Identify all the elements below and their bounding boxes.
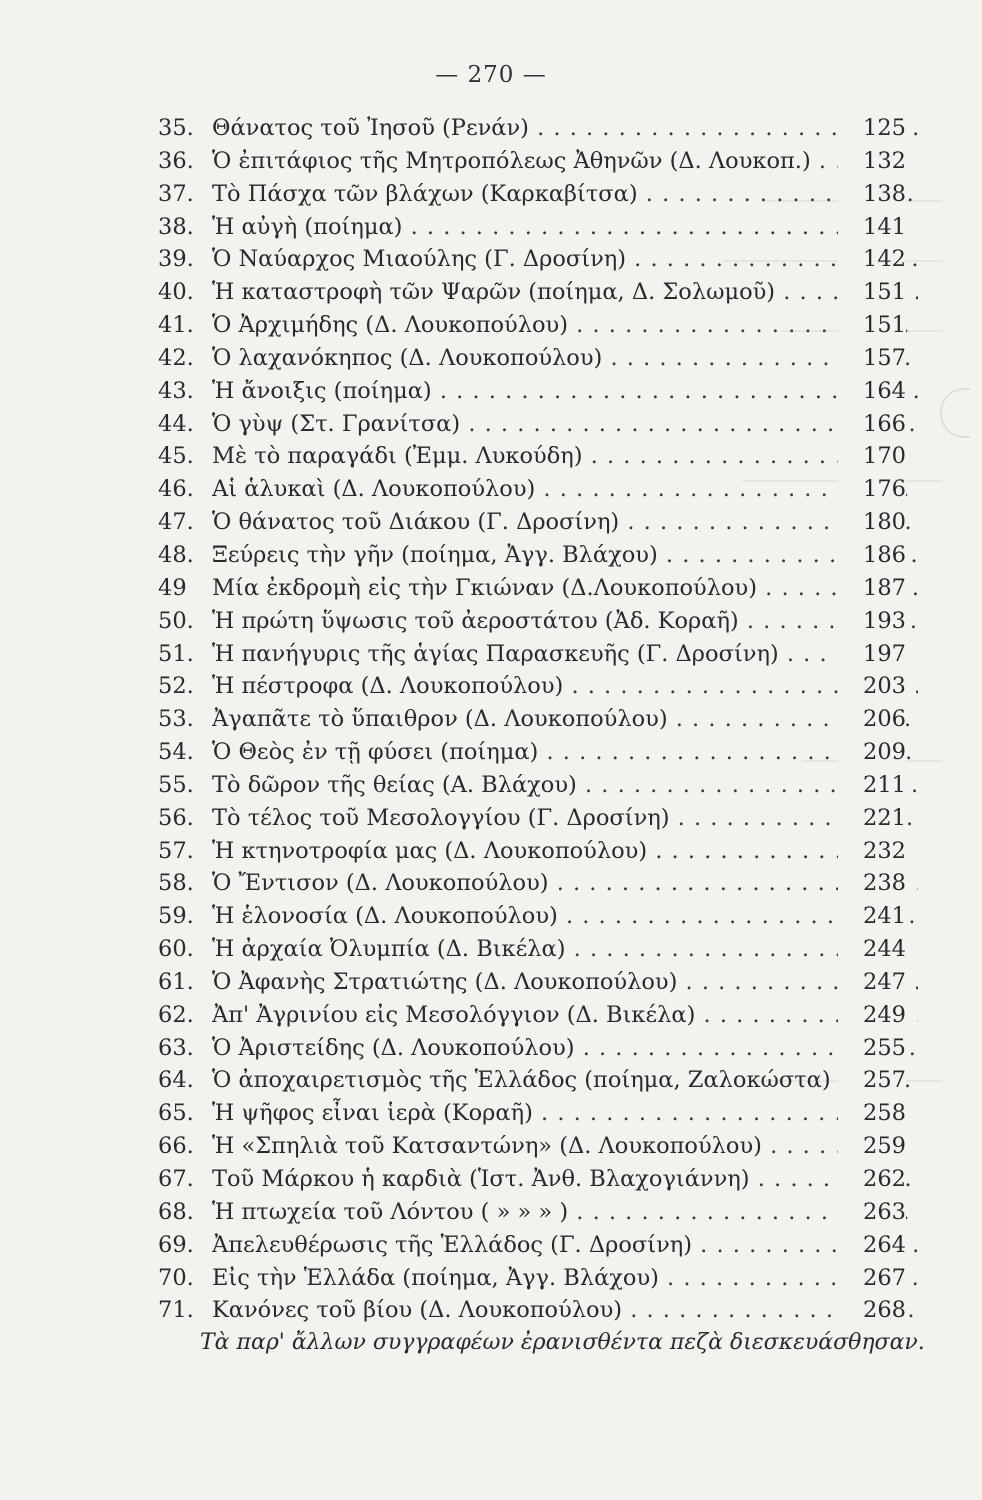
toc-entry-number: 51.	[158, 640, 194, 667]
toc-entry-title: Ὁ λαχανόκηπος (Δ. Λουκοπούλου) . . .	[212, 342, 918, 375]
toc-entry-page: 263	[838, 1196, 906, 1229]
toc-entry-number: 56.	[158, 804, 194, 831]
toc-entry	[158, 440, 918, 473]
toc-entry-number: 62.	[158, 1001, 194, 1028]
toc-entry-page: 268	[838, 1294, 906, 1327]
toc-entry-page: 142	[838, 243, 906, 276]
toc-entry-number: 39.	[158, 246, 194, 273]
toc-entry	[158, 867, 918, 900]
toc-entry-number: 70.	[158, 1264, 194, 1291]
toc-entry	[158, 1294, 918, 1327]
toc-entry	[158, 178, 918, 211]
toc-entry-title: Ὁ γὺψ (Στ. Γρανίτσα) . . .	[212, 408, 918, 441]
toc-entry	[158, 243, 918, 276]
toc-entry	[158, 999, 918, 1032]
toc-entry-page: 267	[838, 1262, 906, 1295]
toc-entry-number: 66.	[158, 1133, 194, 1160]
toc-entry-title: Αἱ ἁλυκαὶ (Δ. Λουκοπούλου) . . .	[212, 473, 918, 506]
toc-entry-title: Κανόνες τοῦ βίου (Δ. Λουκοπούλου) . . .	[212, 1294, 918, 1327]
toc-entry-number: 53.	[158, 706, 194, 733]
toc-entry	[158, 572, 918, 605]
toc-entry-page: 264	[838, 1229, 906, 1262]
toc-entry	[158, 1163, 918, 1196]
toc-entry-page: 244	[838, 933, 906, 966]
toc-entry-number: 68.	[158, 1198, 194, 1225]
toc-entry-page: 258	[838, 1097, 906, 1130]
toc-entry-page: 197	[838, 638, 906, 671]
toc-entry	[158, 703, 918, 736]
toc-entry-page: 232	[838, 835, 906, 868]
toc-entry-page: 187	[838, 572, 906, 605]
toc-entry-page: 176	[838, 473, 906, 506]
toc-entry-page: 257	[838, 1064, 906, 1097]
toc-entry-title: Τὸ Πάσχα τῶν βλάχων (Καρκαβίτσα) . . .	[212, 178, 918, 211]
toc-entry	[158, 276, 918, 309]
binding-hole	[940, 388, 970, 438]
toc-entry	[158, 900, 918, 933]
toc-entry-number: 50.	[158, 607, 194, 634]
toc-entry-page: 125	[838, 112, 906, 145]
toc-entry-number: 49	[158, 574, 187, 601]
toc-entry-title: Ἀπ' Ἀγρινίου εἰς Μεσολόγγιον (Δ. Βικέλα) . . .	[212, 999, 918, 1032]
toc-entry-title: Ἡ πέστροφα (Δ. Λουκοπούλου) . . .	[212, 670, 918, 703]
toc-entry-title: Ἡ αὐγὴ (ποίημα) . . .	[212, 211, 918, 244]
toc-entry-title: Ἡ ψῆφος εἶναι ἱερὰ (Κοραῆ) . . .	[212, 1097, 918, 1130]
toc-entry-page: 151	[838, 309, 906, 342]
toc-entry-title: Θάνατος τοῦ Ἰησοῦ (Ρενάν) . . .	[212, 112, 918, 145]
toc-entry-page: 206	[838, 703, 906, 736]
toc-entry-number: 63.	[158, 1034, 194, 1061]
toc-entry	[158, 309, 918, 342]
toc-entry-title: Ὁ Ἔντισον (Δ. Λουκοπούλου) . . .	[212, 867, 918, 900]
toc-entry-page: 141	[838, 211, 906, 244]
toc-entry-title: Ὁ ἀποχαιρετισμὸς τῆς Ἑλλάδος (ποίημα, Ζαλοκώστα) . . .	[212, 1064, 918, 1097]
toc-entry-title: Ὁ Θεὸς ἐν τῇ φύσει (ποίημα) . . .	[212, 736, 918, 769]
toc-entry-title: Ὁ Ναύαρχος Μιαούλης (Γ. Δροσίνη) . . .	[212, 243, 918, 276]
toc-entry	[158, 1064, 918, 1097]
toc-entry-title: Τὸ δῶρον τῆς θείας (Α. Βλάχου) . . .	[212, 769, 918, 802]
toc-entry-page: 247	[838, 966, 906, 999]
toc-entry-page: 262	[838, 1163, 906, 1196]
toc-entry-title: Ὁ Ἀριστείδης (Δ. Λουκοπούλου) . . .	[212, 1032, 918, 1065]
toc-entry	[158, 1229, 918, 1262]
toc-entry-number: 57.	[158, 837, 194, 864]
toc-entry-page: 164	[838, 375, 906, 408]
toc-entry-number: 52.	[158, 673, 194, 700]
toc-entry	[158, 1262, 918, 1295]
toc-entry	[158, 1130, 918, 1163]
toc-entry	[158, 769, 918, 802]
toc-entry	[158, 1196, 918, 1229]
toc-entry-number: 46.	[158, 476, 194, 503]
toc-entry-number: 38.	[158, 213, 194, 240]
toc-entry-title: Ἡ κτηνοτροφία μας (Δ. Λουκοπούλου) . . .	[212, 835, 918, 868]
toc-entry-title: Ἀπελευθέρωσις τῆς Ἑλλάδος (Γ. Δροσίνη) . . .	[212, 1229, 918, 1262]
toc-entry-title: Τὸ τέλος τοῦ Μεσολογγίου (Γ. Δροσίνη) . . .	[212, 802, 918, 835]
toc-entry	[158, 670, 918, 703]
toc-entry-number: 40.	[158, 279, 194, 306]
toc-entry-title: Εἰς τὴν Ἑλλάδα (ποίημα, Ἀγγ. Βλάχου) . . .	[212, 1262, 918, 1295]
toc-entry-page: 138	[838, 178, 906, 211]
toc-entry-title: Ἡ πτωχεία τοῦ Λόντου ( » » » ) . . .	[212, 1196, 918, 1229]
toc-entry	[158, 638, 918, 671]
toc-entry-page: 255	[838, 1032, 906, 1065]
toc-entry-title: Ἡ πανήγυρις τῆς ἁγίας Παρασκευῆς (Γ. Δροσίνη) . . .	[212, 638, 918, 671]
toc-entry-page: 180	[838, 506, 906, 539]
toc-entry-number: 45.	[158, 443, 194, 470]
toc-entry	[158, 145, 918, 178]
toc-entry	[158, 1097, 918, 1130]
toc-entry	[158, 112, 918, 145]
toc-entry-page: 259	[838, 1130, 906, 1163]
toc-entry-title: Μὲ τὸ παραγάδι (Ἐμμ. Λυκούδη) . . .	[212, 440, 918, 473]
toc-entry-number: 42.	[158, 344, 194, 371]
toc-entry-page: 151	[838, 276, 906, 309]
toc-entry-page: 203	[838, 670, 906, 703]
toc-entry-number: 48.	[158, 541, 194, 568]
toc-entry-number: 60.	[158, 936, 194, 963]
toc-entry-page: 241	[838, 900, 906, 933]
toc-entry-title: Ἡ πρώτη ὕψωσις τοῦ ἀεροστάτου (Ἀδ. Κοραῆ) . . .	[212, 605, 918, 638]
toc-entry-number: 36.	[158, 147, 194, 174]
toc-entry-title: Ἡ καταστροφὴ τῶν Ψαρῶν (ποίημα, Δ. Σολωμοῦ) . . .	[212, 276, 918, 309]
toc-entry-page: 170	[838, 440, 906, 473]
toc-entry-title: Ἡ ἑλονοσία (Δ. Λουκοπούλου) . . .	[212, 900, 918, 933]
table-of-contents	[158, 112, 918, 1327]
toc-entry-page: 209	[838, 736, 906, 769]
toc-entry-page: 221	[838, 802, 906, 835]
toc-entry	[158, 408, 918, 441]
toc-entry	[158, 506, 918, 539]
toc-entry	[158, 539, 918, 572]
toc-entry	[158, 473, 918, 506]
toc-entry-number: 59.	[158, 903, 194, 930]
toc-entry	[158, 736, 918, 769]
toc-entry	[158, 933, 918, 966]
toc-entry-title: Ὁ ἐπιτάφιος τῆς Μητροπόλεως Ἀθηνῶν (Δ. Λουκοπ.) . . .	[212, 145, 918, 178]
toc-entry	[158, 1032, 918, 1065]
toc-entry	[158, 605, 918, 638]
toc-entry-number: 43.	[158, 377, 194, 404]
page-number: — 270 —	[435, 62, 547, 88]
toc-entry-page: 186	[838, 539, 906, 572]
toc-entry	[158, 802, 918, 835]
toc-entry-page: 157	[838, 342, 906, 375]
toc-entry-number: 37.	[158, 180, 194, 207]
toc-entry	[158, 342, 918, 375]
toc-entry-page: 132	[838, 145, 906, 178]
toc-entry-title: Ξεύρεις τὴν γῆν (ποίημα, Ἀγγ. Βλάχου) . . .	[212, 539, 918, 572]
toc-entry	[158, 375, 918, 408]
toc-entry-number: 67.	[158, 1166, 194, 1192]
toc-entry-number: 35.	[158, 115, 194, 141]
toc-entry-title: Ὁ Ἀρχιμήδης (Δ. Λουκοπούλου) . . .	[212, 309, 918, 342]
toc-entry-number: 54.	[158, 739, 194, 766]
toc-entry-page: 211	[838, 769, 906, 802]
toc-entry-title: Ὁ Ἀφανὴς Στρατιώτης (Δ. Λουκοπούλου) . . .	[212, 966, 918, 999]
toc-entry-number: 58.	[158, 870, 194, 897]
toc-entry-number: 71.	[158, 1297, 194, 1324]
toc-entry	[158, 835, 918, 868]
toc-entry-number: 55.	[158, 771, 194, 798]
toc-entry-number: 69.	[158, 1231, 194, 1258]
toc-entry-page: 249	[838, 999, 906, 1032]
toc-entry-title: Ἡ ἀρχαία Ὀλυμπία (Δ. Βικέλα) . . .	[212, 933, 918, 966]
toc-entry-page: 193	[838, 605, 906, 638]
toc-entry	[158, 211, 918, 244]
toc-entry-number: 61.	[158, 968, 194, 995]
footnote: Τὰ παρ' ἄλλων συγγραφέων ἐρανισθέντα πεζὰ διεσκευάσθησαν.	[200, 1330, 925, 1355]
toc-entry-title: Μία ἐκδρομὴ εἰς τὴν Γκιώναν (Δ.Λουκοπούλου) . . .	[212, 572, 918, 605]
toc-entry-number: 44.	[158, 410, 194, 437]
toc-entry-title: Τοῦ Μάρκου ἡ καρδιὰ (Ἱστ. Ἀνθ. Βλαχογιάννη) . . .	[212, 1163, 918, 1196]
toc-entry-number: 41.	[158, 312, 194, 339]
toc-entry-title: Ἡ ἄνοιξις (ποίημα) . . .	[212, 375, 918, 408]
toc-entry-title: Ὁ θάνατος τοῦ Διάκου (Γ. Δροσίνη) . . .	[212, 506, 918, 539]
toc-entry	[158, 966, 918, 999]
toc-entry-number: 47.	[158, 509, 194, 536]
toc-entry-page: 238	[838, 867, 906, 900]
toc-entry-page: 166	[838, 408, 906, 441]
toc-entry-number: 64.	[158, 1067, 194, 1094]
toc-entry-title: Ἡ «Σπηλιὰ τοῦ Κατσαντώνη» (Δ. Λουκοπούλου) . . .	[212, 1130, 918, 1163]
toc-entry-title: Ἀγαπᾶτε τὸ ὕπαιθρον (Δ. Λουκοπούλου) . . .	[212, 703, 918, 736]
toc-entry-number: 65.	[158, 1100, 194, 1127]
